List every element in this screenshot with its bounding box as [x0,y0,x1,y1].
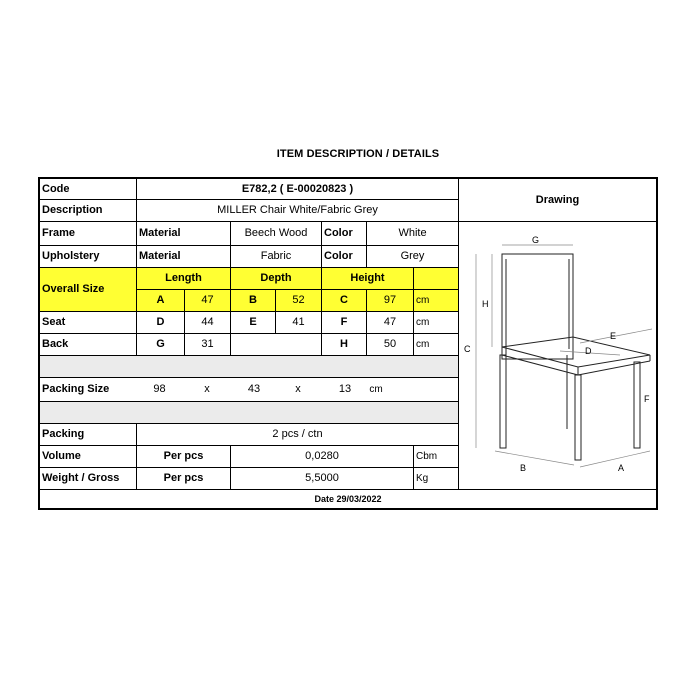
drawing-label-a: A [618,463,625,473]
dim-b-value: 52 [276,290,321,311]
chair-drawing [40,179,656,508]
dim-c-value: 97 [367,290,413,311]
packing-height: 13 [338,383,352,395]
description-value: MILLER Chair White/Fabric Grey [217,204,378,216]
drawing-label-f: F [644,394,650,404]
dim-a-value: 47 [185,290,230,311]
height-label: Height [322,268,413,289]
overall-size-label: Overall Size [40,268,136,311]
length-label: Length [137,268,230,289]
frame-label: Frame [42,227,76,239]
chair-backrest [502,254,573,359]
date: Date 29/03/2022 [314,493,382,504]
frame-material-value: Beech Wood [244,227,308,239]
seat-unit: cm [416,316,430,328]
dim-f-label: F [340,316,348,328]
dim-e-value: 41 [292,316,305,328]
dim-d-label: D [156,316,165,328]
packing-width: 43 [247,383,261,395]
upholstery-material-value: Fabric [260,250,292,262]
chair-leg [575,375,581,460]
dim-g-label: G [156,338,165,350]
dim-d-value: 44 [201,316,214,328]
dim-a-label: A [137,290,184,311]
volume-value: 0,0280 [305,450,339,462]
dim-b-label: B [231,290,275,311]
packing-length: 98 [153,383,166,395]
packing-size-unit: cm [369,383,383,395]
back-label: Back [42,338,69,350]
seat-label: Seat [42,316,66,328]
drawing-label-g: G [532,235,540,245]
description-label: Description [42,204,103,216]
dim-a-line [580,451,650,467]
dim-g-value: 31 [201,338,214,350]
dim-e-label: E [249,316,257,328]
packing-value: 2 pcs / ctn [272,428,323,440]
upholstery-label: Upholstery [42,250,100,262]
weight-unit: Kg [416,472,429,484]
frame-color-value: White [398,227,427,239]
page-title: ITEM DESCRIPTION / DETAILS [276,148,440,160]
drawing-label-e: E [610,331,617,341]
packing-size-label: Packing Size [42,383,110,395]
upholstery-color-label: Color [324,250,353,262]
weight-label: Weight / Gross [42,472,120,484]
chair-leg [634,362,640,448]
frame-material-label: Material [139,227,181,239]
drawing-label-c: C [464,344,471,354]
drawing-label-h: H [482,299,489,309]
upholstery-color-value: Grey [400,250,425,262]
packing-label: Packing [42,428,85,440]
upholstery-material-label: Material [139,250,181,262]
volume-per: Per pcs [163,450,204,462]
dim-f-value: 47 [383,316,397,328]
volume-unit: Cbm [416,450,438,462]
dim-c-label: C [322,290,366,311]
chair-seat-edge [578,361,650,375]
packing-x2: x [295,383,301,395]
dim-h-label: H [340,338,348,350]
drawing-label-b: B [520,463,527,473]
weight-value: 5,5000 [305,472,339,484]
dim-b-line [495,451,574,465]
chair-leg [500,355,506,448]
weight-per: Per pcs [163,472,204,484]
frame-color-label: Color [324,227,353,239]
drawing-label: Drawing [535,193,580,206]
volume-label: Volume [42,450,81,462]
drawing-label-d: D [585,346,592,356]
item-details-sheet [38,177,658,510]
packing-x1: x [204,383,210,395]
overall-size-unit: cm [414,290,458,311]
dim-h-value: 50 [383,338,397,350]
depth-label: Depth [231,268,321,289]
back-unit: cm [416,338,430,350]
code-value: E782,2 ( E-00020823 ) [241,182,354,195]
code-label: Code [42,182,70,195]
